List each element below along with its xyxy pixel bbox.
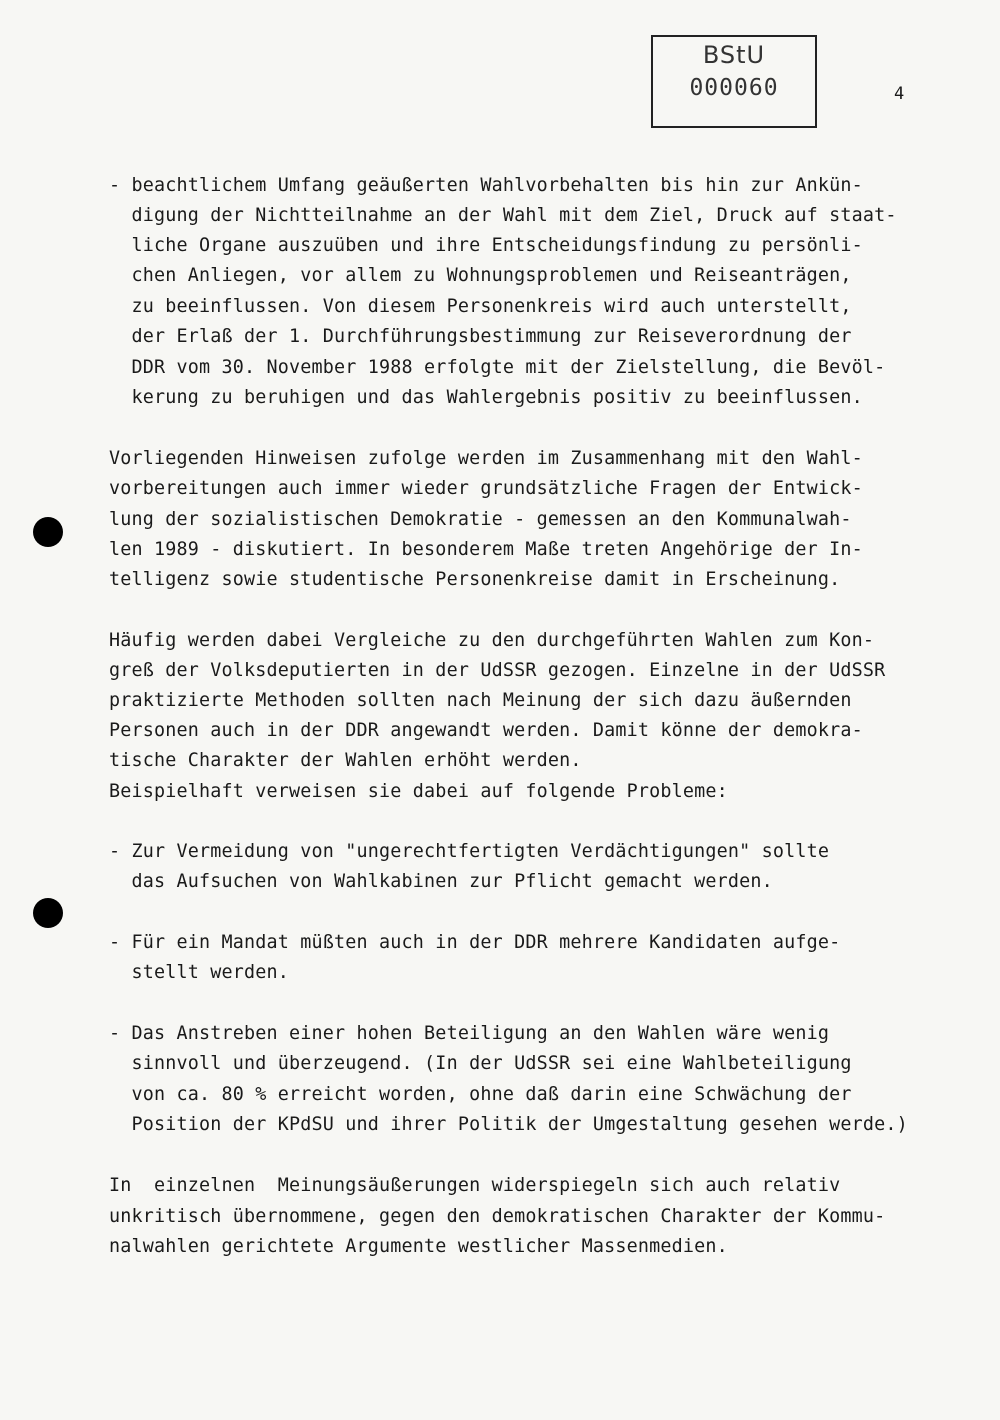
text-line: chen Anliegen, vor allem zu Wohnungsproblemen und Reiseanträgen, [109,265,852,286]
text-line: tische Charakter der Wahlen erhöht werden. [109,750,582,771]
stamp-number: 000060 [689,75,779,101]
text-line: - Das Anstreben einer hohen Beteiligung an den Wahlen wäre wenig [109,1023,830,1044]
text-line: Häufig werden dabei Vergleiche zu den durchgeführten Wahlen zum Kon- [109,630,875,651]
text-line: Vorliegenden Hinweisen zufolge werden im Zusammenhang mit den Wahl- [109,448,863,469]
text-line: von ca. 80 % erreicht worden, ohne daß darin eine Schwächung der [109,1084,852,1105]
text-line: In einzelnen Meinungsäußerungen widerspiegeln sich auch relativ [109,1175,841,1196]
text-line: kerung zu beruhigen und das Wahlergebnis positiv zu beeinflussen. [109,387,863,408]
text-line: Beispielhaft verweisen sie dabei auf folgende Probleme: [109,781,728,802]
text-line: telligenz sowie studentische Personenkreise damit in Erscheinung. [109,569,841,590]
text-line: - Zur Vermeidung von "ungerechtfertigten Verdächtigungen" sollte [109,841,830,862]
punch-hole-top [33,517,63,547]
text-line: lung der sozialistischen Demokratie - gemessen an den Kommunalwah- [109,509,852,530]
text-line: - Für ein Mandat müßten auch in der DDR mehrere Kandidaten aufge- [109,932,841,953]
text-line: nalwahlen gerichtete Argumente westlicher Massenmedien. [109,1236,728,1257]
text-line: zu beeinflussen. Von diesem Personenkreis wird auch unterstellt, [109,296,852,317]
page-number: 4 [894,84,905,104]
text-line: - beachtlichem Umfang geäußerten Wahlvorbehalten bis hin zur Ankün- [109,175,863,196]
text-line: sinnvoll und überzeugend. (In der UdSSR sei eine Wahlbeteiligung [109,1053,852,1074]
text-line: vorbereitungen auch immer wieder grundsätzliche Fragen der Entwick- [109,478,863,499]
text-line: len 1989 - diskutiert. In besonderem Maße treten Angehörige der In- [109,539,863,560]
text-line: das Aufsuchen von Wahlkabinen zur Pflicht gemacht werden. [109,871,773,892]
text-line: praktizierte Methoden sollten nach Meinung der sich dazu äußernden [109,690,852,711]
archive-stamp [651,35,817,128]
text-line: Position der KPdSU und ihrer Politik der Umgestaltung gesehen werde.) [109,1114,908,1135]
punch-hole-bottom [33,898,63,928]
text-line: stellt werden. [109,962,290,983]
stamp-label: BStU [702,41,766,69]
text-line: greß der Volksdeputierten in der UdSSR gezogen. Einzelne in der UdSSR [109,660,886,681]
text-line: unkritisch übernommene, gegen den demokratischen Charakter der Kommu- [109,1206,886,1227]
text-line: Personen auch in der DDR angewandt werden. Damit könne der demokra- [109,720,863,741]
text-line: DDR vom 30. November 1988 erfolgte mit der Zielstellung, die Bevöl- [109,357,886,378]
text-line: der Erlaß der 1. Durchführungsbestimmung zur Reiseverordnung der [109,326,852,347]
text-line: liche Organe auszuüben und ihre Entscheidungsfindung zu persönli- [109,235,863,256]
text-line: digung der Nichtteilnahme an der Wahl mit dem Ziel, Druck auf staat- [109,205,897,226]
